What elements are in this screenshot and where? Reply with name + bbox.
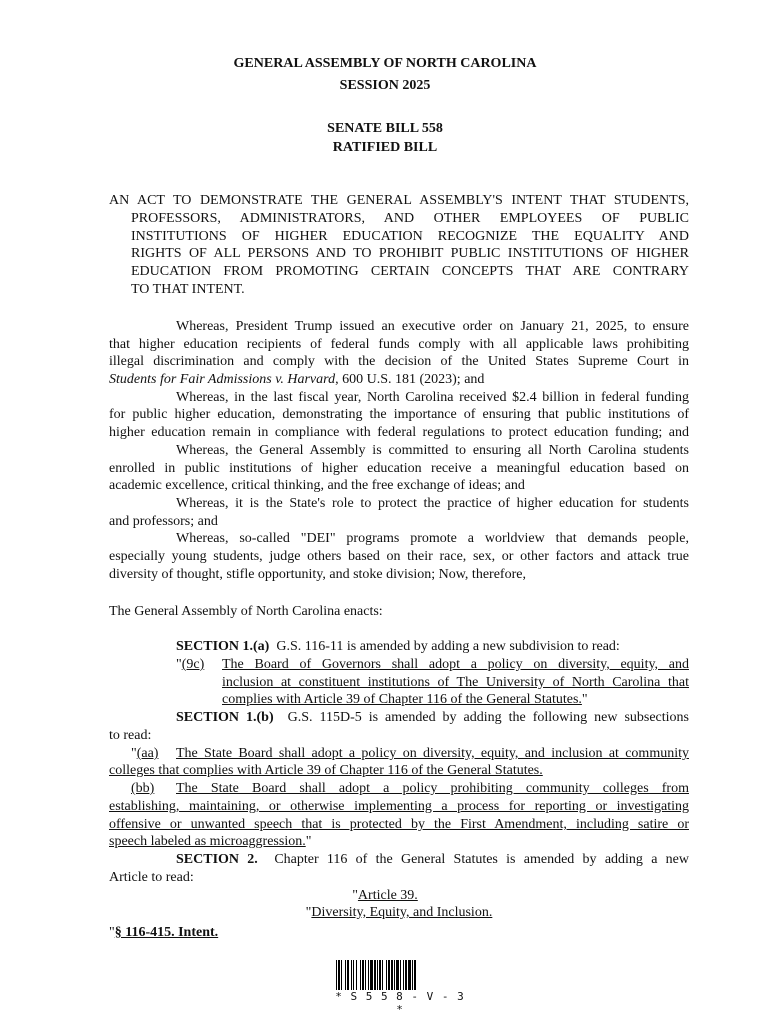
- act-title-line: EDUCATION FROM PROMOTING CERTAIN CONCEPTS THAT ARE CONTRARY: [131, 264, 689, 279]
- amended-text: inclusion at constituent institutions of The University of North Carolina that: [222, 675, 689, 690]
- section-text: G.S. 115D-5 is amended by adding the following new subsections: [287, 710, 689, 725]
- whereas-line: that higher education recipients of federal funds comply with all applicable laws prohibiting: [109, 337, 689, 352]
- bill-number: SENATE BILL 558: [327, 121, 443, 136]
- section-label: SECTION 2.: [176, 852, 258, 867]
- section-text: Chapter 116 of the General Statutes is amended by adding a new: [274, 852, 689, 867]
- session-heading: SESSION 2025: [339, 78, 431, 93]
- subsection-number: (bb): [131, 781, 155, 796]
- whereas-line: Whereas, so-called "DEI" programs promote a worldview that demands people,: [176, 531, 689, 546]
- assembly-heading: GENERAL ASSEMBLY OF NORTH CAROLINA: [233, 56, 537, 71]
- statute-section-heading: "§ 116-415. Intent.: [109, 925, 219, 940]
- whereas-line: Whereas, the General Assembly is committed to ensuring all North Carolina students: [176, 443, 689, 458]
- whereas-line: enrolled in public institutions of higher education receive a meaningful education based on: [109, 461, 689, 476]
- bill-status: RATIFIED BILL: [332, 140, 438, 155]
- enacting-clause: The General Assembly of North Carolina enacts:: [109, 604, 383, 619]
- section-heading: [176, 851, 689, 868]
- act-title-line: INSTITUTIONS OF HIGHER EDUCATION RECOGNIZE THE EQUALITY AND: [131, 229, 689, 244]
- amended-text: offensive or unwanted speech that is protected by the First Amendment, including satire or: [109, 817, 689, 832]
- barcode-bar: [416, 960, 417, 990]
- section-label: SECTION 1.(a): [176, 639, 270, 654]
- whereas-line: and professors; and: [109, 514, 218, 529]
- amended-text: The State Board shall adopt a policy prohibiting community colleges from: [176, 781, 689, 796]
- article-number: "Article 39.: [352, 888, 418, 903]
- whereas-line: illegal discrimination and comply with the decision of the United States Supreme Court in: [109, 354, 689, 369]
- section-heading: [176, 709, 689, 726]
- whereas-line: academic excellence, critical thinking, and the free exchange of ideas; and: [109, 478, 525, 493]
- act-title-line: TO THAT INTENT.: [131, 282, 245, 297]
- amended-text: complies with Article 39 of Chapter 116 of the General Statutes.": [222, 692, 588, 707]
- amended-text: The Board of Governors shall adopt a policy on diversity, equity, and: [222, 657, 689, 672]
- whereas-line: for public higher education, demonstrating the importance of ensuring that public institutions of: [109, 407, 689, 422]
- citation-rest: , 600 U.S. 181 (2023); and: [335, 372, 485, 387]
- whereas-line: Whereas, it is the State's role to protect the practice of higher education for students: [176, 496, 689, 511]
- whereas-line: Whereas, in the last fiscal year, North Carolina received $2.4 billion in federal funding: [176, 390, 689, 405]
- case-citation: Students for Fair Admissions v. Harvard: [109, 372, 336, 387]
- subsection-number: "(aa): [131, 746, 159, 761]
- act-title-line: RIGHTS OF ALL PERSONS AND TO PROHIBIT PUBLIC INSTITUTIONS OF HIGHER: [131, 246, 689, 261]
- section-continuation: Article to read:: [109, 870, 194, 885]
- whereas-line: [109, 371, 484, 388]
- amended-text: colleges that complies with Article 39 of Chapter 116 of the General Statutes.: [109, 763, 543, 778]
- amended-text: speech labeled as microaggression.": [109, 834, 312, 849]
- amended-text: establishing, maintaining, or otherwise implementing a process for reporting or investigating: [109, 799, 689, 814]
- whereas-line: diversity of thought, stifle opportunity, and stoke division; Now, therefore,: [109, 567, 526, 582]
- whereas-line: Whereas, President Trump issued an executive order on January 21, 2025, to ensure: [176, 319, 689, 334]
- subdivision-number: "(9c): [176, 657, 205, 672]
- act-title-line: AN ACT TO DEMONSTRATE THE GENERAL ASSEMBLY'S INTENT THAT STUDENTS,: [109, 193, 689, 208]
- whereas-line: higher education remain in compliance with federal regulations to protect education funding; and: [109, 425, 689, 440]
- section-text: G.S. 116-11 is amended by adding a new subdivision to read:: [276, 639, 620, 654]
- act-title-line: PROFESSORS, ADMINISTRATORS, AND OTHER EMPLOYEES OF PUBLIC: [131, 211, 689, 226]
- section-label: SECTION 1.(b): [176, 710, 274, 725]
- section-continuation: to read:: [109, 728, 152, 743]
- whereas-line: especially young students, judge others based on their race, sex, or other factors and attack true: [109, 549, 689, 564]
- amended-text: The State Board shall adopt a policy on diversity, equity, and inclusion at community: [176, 746, 689, 761]
- barcode-text: * S 5 5 8 - V - 3 *: [335, 990, 465, 1016]
- article-title: "Diversity, Equity, and Inclusion.: [305, 905, 493, 920]
- barcode: [336, 960, 466, 990]
- section-heading: [176, 638, 620, 655]
